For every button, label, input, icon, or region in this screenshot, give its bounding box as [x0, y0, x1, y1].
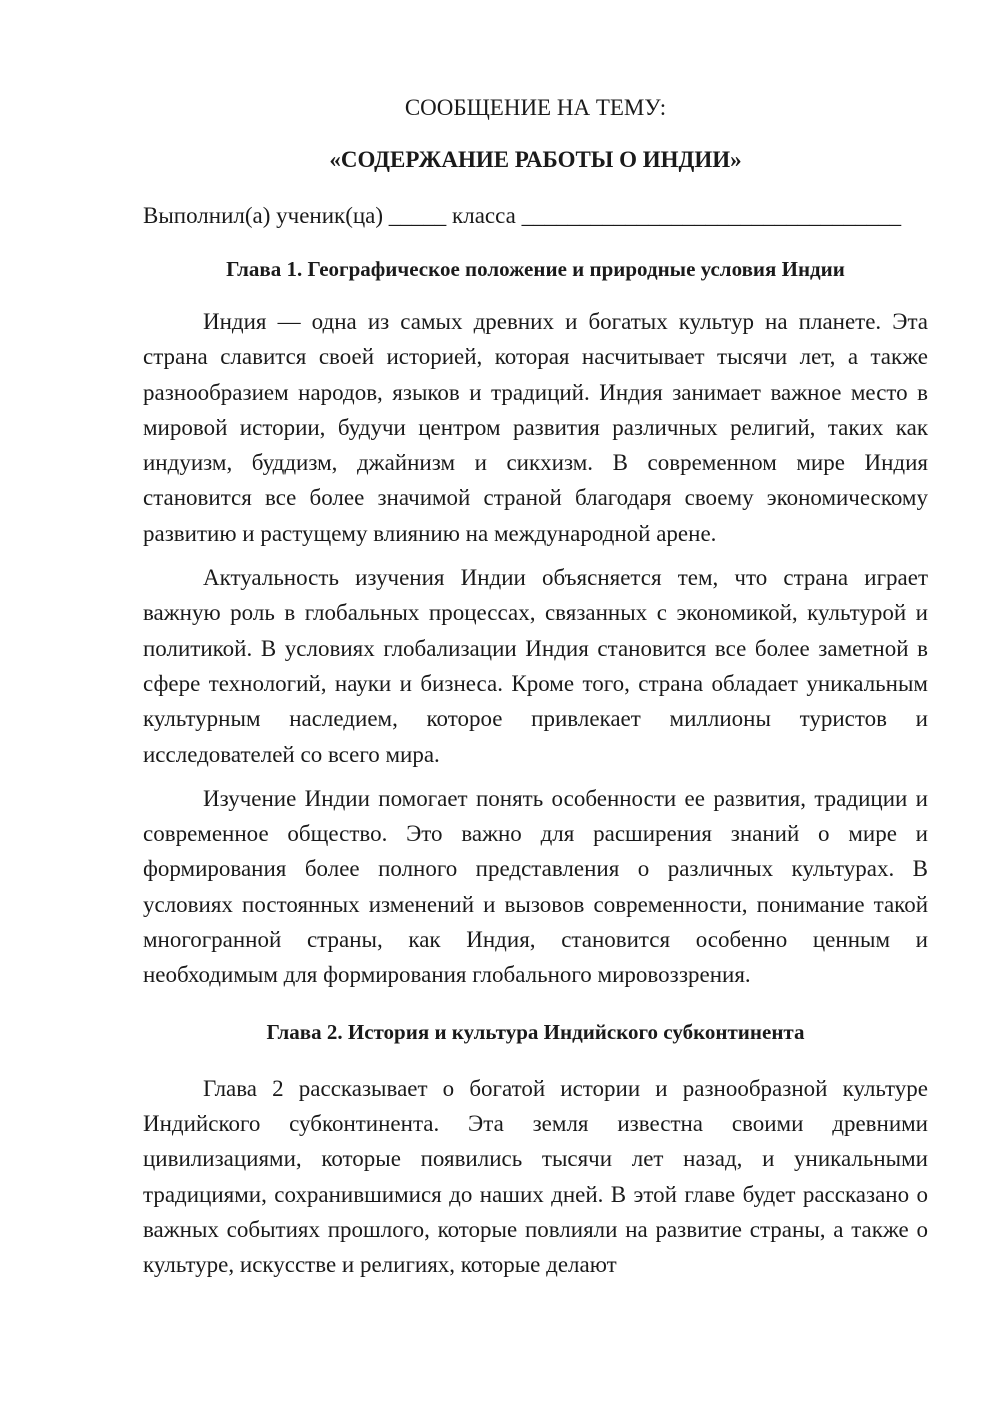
chapter-1-paragraph-3: Изучение Индии помогает понять особенности ее развития, традиции и современное общество. Это важно для расширения знаний о мире и формирования более полного представления о различных культурах. В условиях постоянных изменений и вызовов современности, понимание такой многогранной страны, как Индия, становится особенно ценным и необходимым для формирования глобального мировоззрения. [143, 785, 928, 988]
author-line [143, 200, 928, 232]
chapter-2-heading: Глава 2. История и культура Индийского субконтинента [266, 1019, 805, 1044]
document-title-line-1: СООБЩЕНИЕ НА ТЕМУ: [404, 95, 667, 120]
document-page [143, 92, 928, 1282]
chapter-1-paragraph-1: Индия — одна из самых древних и богатых культур на планете. Эта страна славится своей историей, которая насчитывает тысячи лет, а также разнообразием народов, языков и традиций. Индия занимает важное место в мировой истории, будучи центром развития различных религий, таких как индуизм, буддизм, джайнизм и сикхизм. В современном мире Индия становится все более значимой страной благодаря своему экономическому развитию и растущему влиянию на международной арене. [143, 309, 928, 546]
chapter-2-paragraph-1: Глава 2 рассказывает о богатой истории и разнообразной культуре Индийского субконтинента. Эта земля известна своими древними цивилизациями, которые появились тысячи лет назад, и уникальными традициями, сохранившимися до наших дней. В этой главе будет рассказано о важных событиях прошлого, которые повлияли на развитие страны, а также о культуре, искусстве и религиях, которые делают [143, 1075, 928, 1278]
chapter-1-heading: Глава 1. Географическое положение и природные условия Индии [226, 257, 845, 281]
author-line-text: Выполнил(а) ученик(ца) _____ класса _________________________________ [143, 203, 902, 228]
document-title-line-2: «СОДЕРЖАНИЕ РАБОТЫ О ИНДИИ» [329, 147, 742, 172]
chapter-1-paragraph-2: Актуальность изучения Индии объясняется тем, что страна играет важную роль в глобальных процессах, связанных с экономикой, культурой и политикой. В условиях глобализации Индия становится все более заметной в сфере технологий, науки и бизнеса. Кроме того, страна обладает уникальным культурным наследием, которое привлекает миллионы туристов и исследователей со всего мира. [143, 565, 928, 767]
